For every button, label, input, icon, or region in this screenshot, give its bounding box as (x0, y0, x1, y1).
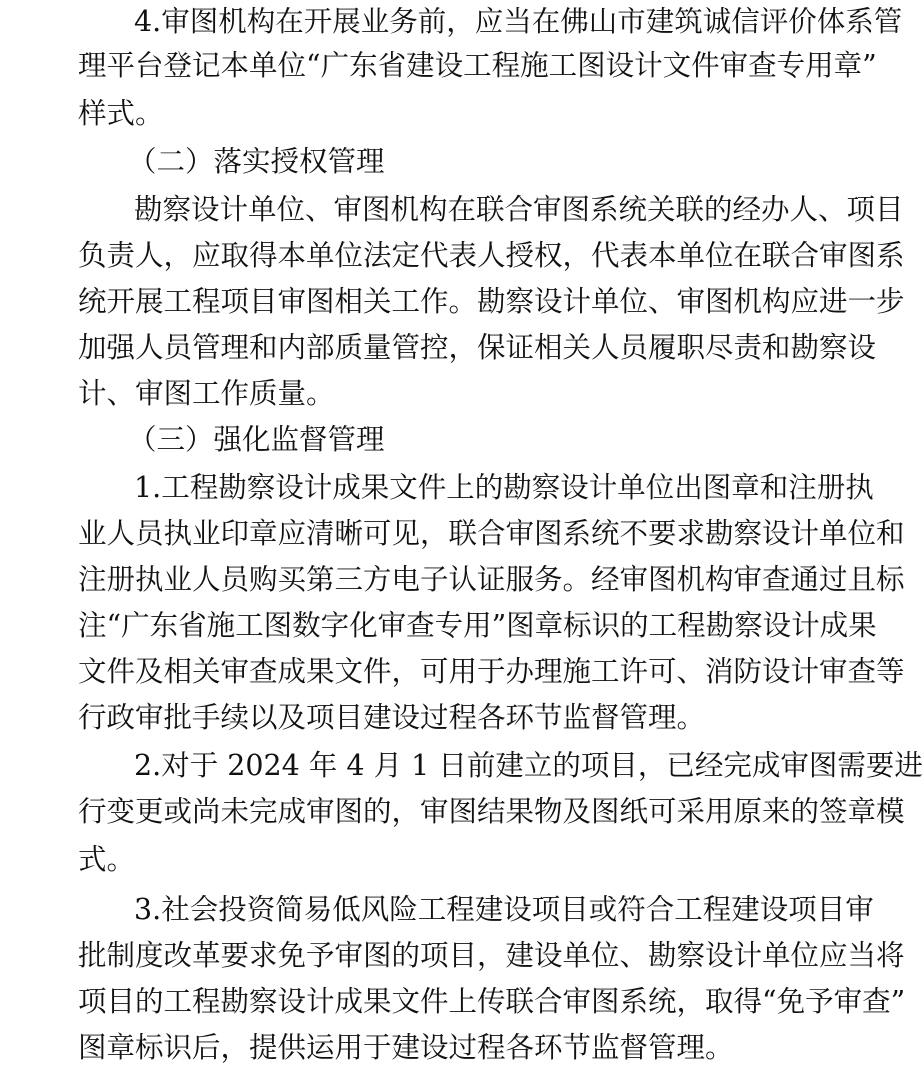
authorization-line-3: 统开展工程项目审图相关工作。勘察设计单位、审图机构应进一步 (78, 285, 905, 318)
authorization-line-2: 负责人，应取得本单位法定代表人授权，代表本单位在联合审图系 (78, 239, 905, 272)
item-3-line-1: 3.社会投资简易低风险工程建设项目或符合工程建设项目审 (134, 893, 874, 926)
item-2-line-2: 行变更或尚未完成审图的，审图结果物及图纸可采用原来的签章模 (78, 795, 905, 828)
item-1-line-1: 1.工程勘察设计成果文件上的勘察设计单位出图章和注册执 (134, 471, 874, 504)
authorization-line-4: 加强人员管理和内部质量管控，保证相关人员履职尽责和勘察设 (78, 331, 877, 364)
item-1-line-3: 注册执业人员购买第三方电子认证服务。经审图机构审查通过且标 (78, 563, 905, 596)
item-4-line-2: 理平台登记本单位“广东省建设工程施工图设计文件审查专用章” (78, 49, 877, 82)
authorization-line-1: 勘察设计单位、审图机构在联合审图系统关联的经办人、项目 (134, 193, 904, 226)
item-4-line-3: 样式。 (78, 97, 164, 130)
section-heading-2: （二）落实授权管理 (128, 145, 385, 178)
item-1-line-6: 行政审批手续以及项目建设过程各环节监督管理。 (78, 701, 706, 734)
item-2-line-1: 2.对于 2024 年 4 月 1 日前建立的项目，已经完成审图需要进 (134, 749, 923, 782)
item-1-line-4: 注“广东省施工图数字化审查专用”图章标识的工程勘察设计成果 (78, 609, 877, 642)
item-4-line-1: 4.审图机构在开展业务前，应当在佛山市建筑诚信评价体系管 (134, 5, 903, 38)
item-2-line-3: 式。 (78, 843, 136, 876)
section-heading-3: （三）强化监督管理 (128, 423, 385, 456)
item-3-line-4: 图章标识后，提供运用于建设过程各环节监督管理。 (78, 1031, 734, 1064)
item-1-line-5: 文件及相关审查成果文件，可用于办理施工许可、消防设计审查等 (78, 655, 905, 688)
item-3-line-2: 批制度改革要求免予审图的项目，建设单位、勘察设计单位应当将 (78, 939, 905, 972)
authorization-line-5: 计、审图工作质量。 (78, 377, 335, 410)
item-3-line-3: 项目的工程勘察设计成果文件上传联合审图系统，取得“免予审查” (78, 985, 906, 1018)
item-1-line-2: 业人员执业印章应清晰可见，联合审图系统不要求勘察设计单位和 (78, 517, 905, 550)
